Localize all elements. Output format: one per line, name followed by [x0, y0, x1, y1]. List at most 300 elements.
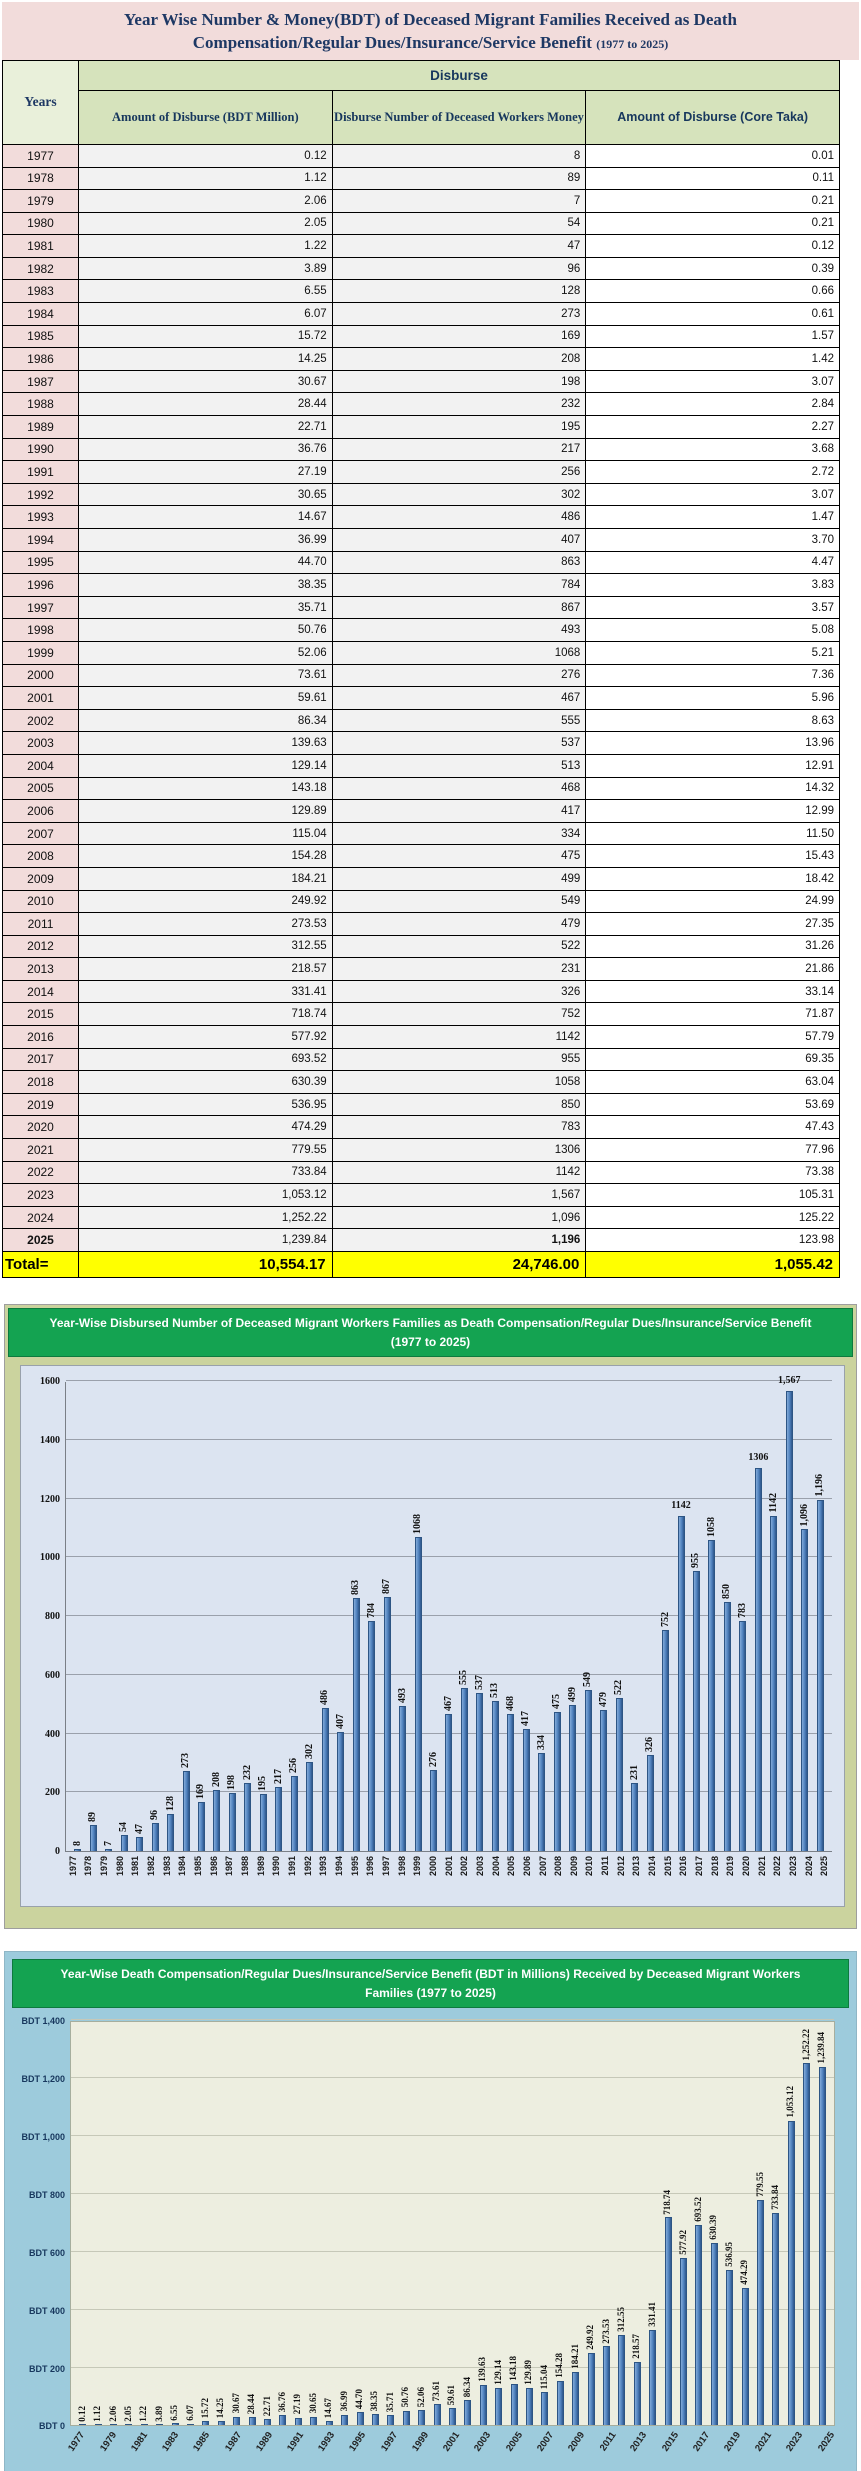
- year-cell: 1999: [3, 641, 79, 664]
- x-tick-label: [456, 1854, 472, 1900]
- bar-value-label: 218.57: [631, 2334, 642, 2360]
- table-row: [3, 574, 840, 597]
- table-row: [3, 1116, 840, 1139]
- table-row: [3, 1071, 840, 1094]
- x-tick-label-text: 2023: [784, 2430, 806, 2455]
- bar-value-label: 47: [133, 1824, 145, 1835]
- x-tick-label-text: 2018: [709, 1856, 720, 1877]
- table-row: [3, 506, 840, 529]
- value-cell: 24.99: [586, 890, 840, 913]
- total-workers: 24,746.00: [332, 1252, 586, 1278]
- bar-cell: [383, 2022, 398, 2425]
- value-cell: 863: [332, 551, 586, 574]
- x-tick-label: [409, 2427, 432, 2471]
- x-tick-label-text: 2006: [521, 1856, 532, 1877]
- value-cell: 195: [332, 416, 586, 439]
- value-cell: 6.55: [79, 280, 333, 303]
- value-cell: 14.25: [79, 348, 333, 371]
- bar-cell: [333, 1382, 348, 1851]
- x-tick-label: [148, 2427, 164, 2471]
- year-cell: 1993: [3, 506, 79, 529]
- table-row: [3, 483, 840, 506]
- value-cell: 231: [332, 958, 586, 981]
- year-cell: 1997: [3, 596, 79, 619]
- value-cell: 1,567: [332, 1184, 586, 1207]
- bar: [662, 1630, 669, 1851]
- year-cell: 1996: [3, 574, 79, 597]
- y-tick-label: 1600: [40, 1376, 60, 1388]
- table-row: [3, 1161, 840, 1184]
- value-cell: 273: [332, 303, 586, 326]
- x-tick-label: [738, 1854, 754, 1900]
- value-cell: 217: [332, 438, 586, 461]
- bar-cell: [214, 2022, 229, 2425]
- bar-value-label: 36.76: [276, 2391, 287, 2412]
- bar-cell: [152, 2022, 167, 2425]
- table-row: [3, 890, 840, 913]
- y-tick-label: BDT 0: [38, 2421, 65, 2432]
- bar: [634, 2362, 641, 2425]
- bar-value-label: 555: [458, 1670, 470, 1686]
- gridline: [66, 1380, 832, 1381]
- bar-value-label: 467: [442, 1696, 454, 1712]
- bar: [461, 1688, 468, 1851]
- x-tick-label: [394, 1854, 410, 1900]
- x-tick-label: [316, 1854, 332, 1900]
- y-tick-label: BDT 800: [28, 2189, 65, 2200]
- year-cell: 1998: [3, 619, 79, 642]
- value-cell: 522: [332, 935, 586, 958]
- year-cell: 1989: [3, 416, 79, 439]
- y-tick-label: BDT 1,200: [21, 2074, 65, 2085]
- value-cell: 479: [332, 913, 586, 936]
- x-tick-label-text: 2021: [756, 1856, 767, 1877]
- value-cell: 54: [332, 212, 586, 235]
- y-tick-label: 1200: [40, 1493, 60, 1505]
- bar-value-label: 779.55: [754, 2172, 765, 2197]
- bar: [152, 1823, 159, 1851]
- chart1-bottom-band: [8, 1907, 853, 1925]
- y-tick-label: BDT 1,000: [21, 2132, 65, 2143]
- bar-cell: [472, 1382, 487, 1851]
- value-cell: 125.22: [586, 1206, 840, 1229]
- bar-cell: [322, 2022, 337, 2425]
- x-tick-label: [300, 1854, 316, 1900]
- bar-value-label: 549: [582, 1671, 594, 1687]
- bar-cell: [748, 1382, 769, 1851]
- value-cell: 784: [332, 574, 586, 597]
- x-tick-label: [347, 2427, 369, 2471]
- bar-value-label: 1058: [705, 1517, 717, 1538]
- value-cell: 139.63: [79, 732, 333, 755]
- table-title-line2: Compensation/Regular Dues/Insurance/Service Benefit (1977 to 2025): [192, 33, 669, 53]
- x-tick-label-text: 1978: [83, 1856, 94, 1877]
- x-tick-label-text: 2014: [647, 1856, 658, 1877]
- value-cell: 47.43: [586, 1116, 840, 1139]
- x-tick-label: [491, 2427, 507, 2471]
- x-tick-label: [460, 2427, 476, 2471]
- x-tick-label-text: 1999: [409, 2430, 432, 2455]
- value-cell: 718.74: [79, 1003, 333, 1026]
- value-cell: 3.68: [586, 438, 840, 461]
- bar-cell: [410, 1382, 425, 1851]
- table-row: [3, 687, 840, 710]
- value-cell: 18.42: [586, 867, 840, 890]
- bar-value-label: 486: [319, 1690, 331, 1706]
- value-cell: 467: [332, 687, 586, 710]
- bar-value-label: 867: [381, 1578, 393, 1594]
- bar-cell: [630, 2022, 645, 2425]
- bar-cell: [797, 1382, 812, 1851]
- bar: [786, 1391, 793, 1851]
- bar-value-label: 154.28: [554, 2353, 565, 2378]
- bar-cell: [90, 2022, 105, 2425]
- value-cell: 89: [332, 167, 586, 190]
- x-tick-label-text: 1991: [284, 2430, 307, 2455]
- bar-value-label: 89: [87, 1812, 99, 1823]
- bar: [507, 1714, 514, 1851]
- value-cell: 5.08: [586, 619, 840, 642]
- bar-cell: [583, 2022, 598, 2425]
- value-cell: 128: [332, 280, 586, 303]
- x-tick-label: [97, 2427, 119, 2471]
- x-tick-label-text: 1983: [161, 1856, 172, 1877]
- bar: [492, 1701, 499, 1852]
- value-cell: 273.53: [79, 913, 333, 936]
- table-row: [3, 167, 840, 190]
- bar: [368, 1621, 375, 1851]
- bar-cell: [627, 1382, 642, 1851]
- bar-cell: [260, 2022, 275, 2425]
- bar: [121, 1835, 128, 1851]
- x-tick-label-text: 2012: [615, 1856, 626, 1877]
- x-tick-label: [519, 1854, 535, 1900]
- bar: [616, 1698, 623, 1851]
- value-cell: 52.06: [79, 641, 333, 664]
- value-cell: 1.42: [586, 348, 840, 371]
- value-cell: 334: [332, 822, 586, 845]
- value-cell: 417: [332, 800, 586, 823]
- x-tick-label-text: 1999: [412, 1856, 423, 1877]
- bar-value-label: 1,239.84: [816, 2032, 827, 2064]
- table-row: [3, 529, 840, 552]
- bar-cell: [429, 2022, 444, 2425]
- x-tick-label-text: 1977: [66, 2430, 88, 2455]
- bar: [187, 2424, 194, 2426]
- year-cell: 1981: [3, 235, 79, 258]
- table-row: [3, 393, 840, 416]
- x-tick-label: [429, 2427, 445, 2471]
- y-tick-label: 200: [45, 1787, 60, 1799]
- value-cell: 21.86: [586, 958, 840, 981]
- bar-cell: [352, 2022, 367, 2425]
- value-cell: 28.44: [79, 393, 333, 416]
- x-tick-label: [210, 2427, 226, 2471]
- table-row: [3, 303, 840, 326]
- bar: [341, 2415, 348, 2426]
- value-cell: 577.92: [79, 1026, 333, 1049]
- bar-cell: [815, 2022, 830, 2425]
- x-tick-label-text: 2020: [741, 1856, 752, 1877]
- table-row: [3, 551, 840, 574]
- bar-value-label: 184.21: [569, 2344, 580, 2370]
- bar-value-label: 1142: [671, 1499, 691, 1511]
- bar: [724, 1602, 731, 1852]
- y-tick-label: 1000: [40, 1552, 60, 1564]
- table-row: [3, 235, 840, 258]
- bar: [183, 1771, 190, 1851]
- bar-cell: [318, 1382, 333, 1851]
- x-tick-label: [425, 1854, 441, 1900]
- table-row: [3, 935, 840, 958]
- x-tick-label-text: 1980: [114, 1856, 125, 1877]
- x-tick-label-text: 2019: [725, 1856, 736, 1877]
- year-cell: 2009: [3, 867, 79, 890]
- x-tick-label: [222, 1854, 238, 1900]
- x-tick-label: [284, 2427, 307, 2471]
- value-cell: 115.04: [79, 822, 333, 845]
- table-row: [3, 1139, 840, 1162]
- bar: [680, 2258, 687, 2425]
- value-cell: 77.96: [586, 1139, 840, 1162]
- x-tick-label-text: 2016: [678, 1856, 689, 1877]
- bar: [202, 2421, 209, 2426]
- value-cell: 536.95: [79, 1093, 333, 1116]
- bar-cell: [720, 1382, 735, 1851]
- x-tick-label: [179, 2427, 195, 2471]
- year-cell: 1991: [3, 461, 79, 484]
- value-cell: 0.61: [586, 303, 840, 326]
- value-cell: 69.35: [586, 1048, 840, 1071]
- x-tick-label: [367, 2427, 383, 2471]
- x-tick-label: [304, 2427, 320, 2471]
- table-row: [3, 800, 840, 823]
- value-cell: 1,096: [332, 1206, 586, 1229]
- x-tick-label: [550, 1854, 566, 1900]
- value-cell: 3.57: [586, 596, 840, 619]
- bar: [95, 2424, 102, 2425]
- bar-value-label: 231: [628, 1765, 640, 1781]
- bar: [233, 2417, 240, 2426]
- bar-value-label: 54: [118, 1822, 130, 1833]
- bar: [445, 1714, 452, 1851]
- x-tick-label-text: 1987: [224, 1856, 235, 1877]
- value-cell: 15.72: [79, 325, 333, 348]
- table-row: [3, 461, 840, 484]
- bar-cell: [550, 1382, 565, 1851]
- bar-value-label: 36.99: [338, 2391, 349, 2412]
- table-title-line1: Year Wise Number & Money(BDT) of Deceased Migrant Families Received as Death: [124, 10, 737, 29]
- x-tick-label-text: 1985: [193, 1856, 204, 1877]
- value-cell: 35.71: [79, 596, 333, 619]
- x-tick-label-text: 1988: [240, 1856, 251, 1877]
- bar-cell: [506, 2022, 521, 2425]
- bar: [156, 2424, 163, 2425]
- bar-cell: [565, 1382, 580, 1851]
- x-tick-label-text: 2021: [753, 2430, 775, 2455]
- bar: [415, 1537, 422, 1851]
- value-cell: 468: [332, 777, 586, 800]
- x-tick-label-text: 1992: [302, 1856, 313, 1877]
- bar: [310, 2417, 317, 2426]
- bar-cell: [426, 1382, 441, 1851]
- bar-value-label: 198: [226, 1775, 238, 1791]
- year-cell: 2001: [3, 687, 79, 710]
- value-cell: 14.32: [586, 777, 840, 800]
- year-cell: 1982: [3, 257, 79, 280]
- bar-value-label: 8: [71, 1840, 83, 1846]
- value-cell: 38.35: [79, 574, 333, 597]
- bar: [244, 1783, 251, 1851]
- bar: [526, 2388, 533, 2426]
- year-cell: 2002: [3, 709, 79, 732]
- chart1-bars: [70, 1374, 828, 1851]
- x-tick-label-text: 1997: [380, 1856, 391, 1877]
- value-cell: 5.21: [586, 641, 840, 664]
- table-row: [3, 777, 840, 800]
- bar-value-label: 334: [535, 1735, 547, 1751]
- value-cell: 5.96: [586, 687, 840, 710]
- bar: [817, 1500, 824, 1851]
- x-tick-label-text: 2008: [553, 1856, 564, 1877]
- value-cell: 537: [332, 732, 586, 755]
- x-tick-label: [284, 1854, 300, 1900]
- x-tick-label-text: 1989: [255, 1856, 266, 1877]
- bar: [631, 1783, 638, 1851]
- bar-cell: [194, 1382, 209, 1851]
- bar: [569, 1705, 576, 1852]
- chart-bdt-millions: [4, 1951, 857, 2471]
- x-tick-label: [81, 1854, 97, 1900]
- value-cell: 184.21: [79, 867, 333, 890]
- bar-value-label: 783: [736, 1603, 748, 1619]
- year-cell: 1994: [3, 529, 79, 552]
- bar: [172, 2423, 179, 2425]
- y-tick-label: BDT 1,400: [21, 2016, 65, 2027]
- bar: [476, 1693, 483, 1851]
- x-tick-label: [65, 1854, 81, 1900]
- disburse-header: Disburse: [79, 60, 840, 90]
- year-cell: 1978: [3, 167, 79, 190]
- value-cell: 1,196: [332, 1229, 586, 1252]
- x-tick-label: [347, 1854, 363, 1900]
- x-tick-label: [237, 1854, 253, 1900]
- bar-value-label: 1.12: [92, 2405, 103, 2422]
- bar: [480, 2385, 487, 2425]
- bar: [603, 2346, 610, 2425]
- bar-cell: [178, 1382, 193, 1851]
- x-tick-label: [723, 1854, 739, 1900]
- x-tick-label: [754, 1854, 770, 1900]
- year-cell: 1995: [3, 551, 79, 574]
- x-tick-label: [269, 1854, 285, 1900]
- value-cell: 71.87: [586, 1003, 840, 1026]
- value-cell: 555: [332, 709, 586, 732]
- bar-value-label: 2.05: [122, 2405, 133, 2422]
- value-cell: 208: [332, 348, 586, 371]
- bar-value-label: 499: [566, 1686, 578, 1702]
- x-tick-label: [441, 2427, 463, 2471]
- x-tick-label-text: 2013: [631, 1856, 642, 1877]
- value-cell: 14.67: [79, 506, 333, 529]
- bar-value-label: 326: [644, 1737, 656, 1753]
- bar: [541, 2392, 548, 2425]
- bar-value-label: 784: [365, 1602, 377, 1618]
- chart2-x-axis-labels: [66, 2427, 837, 2471]
- x-tick-label: [253, 1854, 269, 1900]
- value-cell: 1.22: [79, 235, 333, 258]
- bar: [464, 2400, 471, 2425]
- bar-value-label: 50.76: [400, 2387, 411, 2408]
- year-cell: 2019: [3, 1093, 79, 1116]
- bar-value-label: 1068: [412, 1514, 424, 1535]
- value-cell: 312.55: [79, 935, 333, 958]
- table-row: [3, 709, 840, 732]
- x-tick-label-text: 2019: [722, 2430, 744, 2455]
- bar-value-label: 96: [149, 1810, 161, 1820]
- x-tick-label-text: 2025: [815, 2430, 837, 2455]
- x-tick-label: [335, 2427, 351, 2471]
- bar-value-label: 468: [504, 1695, 516, 1711]
- year-cell: 1980: [3, 212, 79, 235]
- value-cell: 7: [332, 190, 586, 213]
- x-tick-label-text: 1998: [396, 1856, 407, 1877]
- bar-value-label: 1,252.22: [800, 2028, 811, 2061]
- x-tick-label-text: 2009: [565, 2430, 588, 2455]
- bar: [788, 2121, 795, 2426]
- bar: [588, 2353, 595, 2425]
- value-cell: 0.12: [586, 235, 840, 258]
- x-tick-label: [565, 2427, 588, 2471]
- bar-value-label: 312.55: [615, 2307, 626, 2332]
- table-row: [3, 619, 840, 642]
- value-cell: 1,252.22: [79, 1206, 333, 1229]
- x-tick-label-text: 1979: [99, 1856, 110, 1877]
- x-tick-label-text: 2017: [690, 2430, 712, 2455]
- table-row: [3, 845, 840, 868]
- table-row: [3, 980, 840, 1003]
- x-tick-label-text: 1995: [349, 1856, 360, 1877]
- x-tick-label-text: 2001: [443, 1856, 454, 1877]
- x-tick-label: [112, 1854, 128, 1900]
- bar-cell: [491, 2022, 506, 2425]
- table-row: [3, 1229, 840, 1252]
- bar-value-label: 59.61: [446, 2384, 457, 2406]
- bar-value-label: 86.34: [461, 2377, 472, 2398]
- table-row: [3, 212, 840, 235]
- value-cell: 198: [332, 370, 586, 393]
- bar: [523, 1729, 530, 1851]
- value-cell: 693.52: [79, 1048, 333, 1071]
- bar-value-label: 479: [597, 1692, 609, 1708]
- year-cell: 2014: [3, 980, 79, 1003]
- bar-cell: [271, 1382, 286, 1851]
- table-row: [3, 257, 840, 280]
- bar-value-label: 733.84: [769, 2185, 780, 2211]
- bar-value-label: 630.39: [708, 2215, 719, 2241]
- year-cell: 1986: [3, 348, 79, 371]
- x-tick-label-text: 2023: [788, 1856, 799, 1877]
- value-cell: 3.89: [79, 257, 333, 280]
- x-tick-label: [488, 1854, 504, 1900]
- table-row: [3, 370, 840, 393]
- bar-value-label: 128: [164, 1795, 176, 1811]
- bar-value-label: 475: [551, 1693, 563, 1709]
- bar: [357, 2412, 364, 2425]
- value-cell: 0.01: [586, 144, 840, 167]
- table-row: [3, 1026, 840, 1049]
- bar: [167, 1814, 174, 1852]
